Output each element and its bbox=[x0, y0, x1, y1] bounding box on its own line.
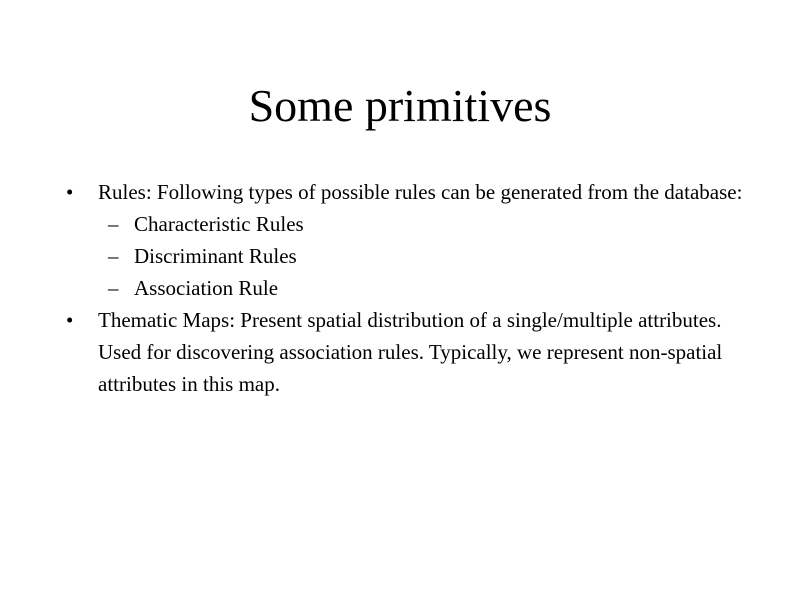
bullet-item-rules bbox=[66, 176, 766, 208]
sub-item-marker: – bbox=[108, 212, 119, 236]
sub-item-characteristic-rules bbox=[66, 208, 766, 240]
sub-item-association-rule bbox=[66, 272, 766, 304]
slide-title: Some primitives bbox=[248, 80, 552, 131]
sub-item-text: Association Rule bbox=[134, 276, 279, 300]
sub-list-rules bbox=[66, 208, 766, 304]
bullet-marker: • bbox=[66, 180, 74, 204]
sub-item-discriminant-rules bbox=[66, 240, 766, 272]
bullet-marker: • bbox=[66, 308, 74, 332]
sub-item-marker: – bbox=[108, 244, 119, 268]
sub-item-text: Discriminant Rules bbox=[134, 244, 297, 268]
sub-item-text: Characteristic Rules bbox=[134, 212, 304, 236]
bullet-item-thematic-maps bbox=[66, 304, 766, 400]
bullet-text: Rules: Following types of possible rules can be generated from the database: bbox=[98, 180, 743, 204]
sub-item-marker: – bbox=[108, 276, 119, 300]
bullet-text: Thematic Maps: Present spatial distribution of a single/multiple attributes. Used for discovering association rules. Typically, we represent non-spatial attributes in this map. bbox=[98, 308, 723, 396]
slide-content bbox=[66, 176, 766, 400]
